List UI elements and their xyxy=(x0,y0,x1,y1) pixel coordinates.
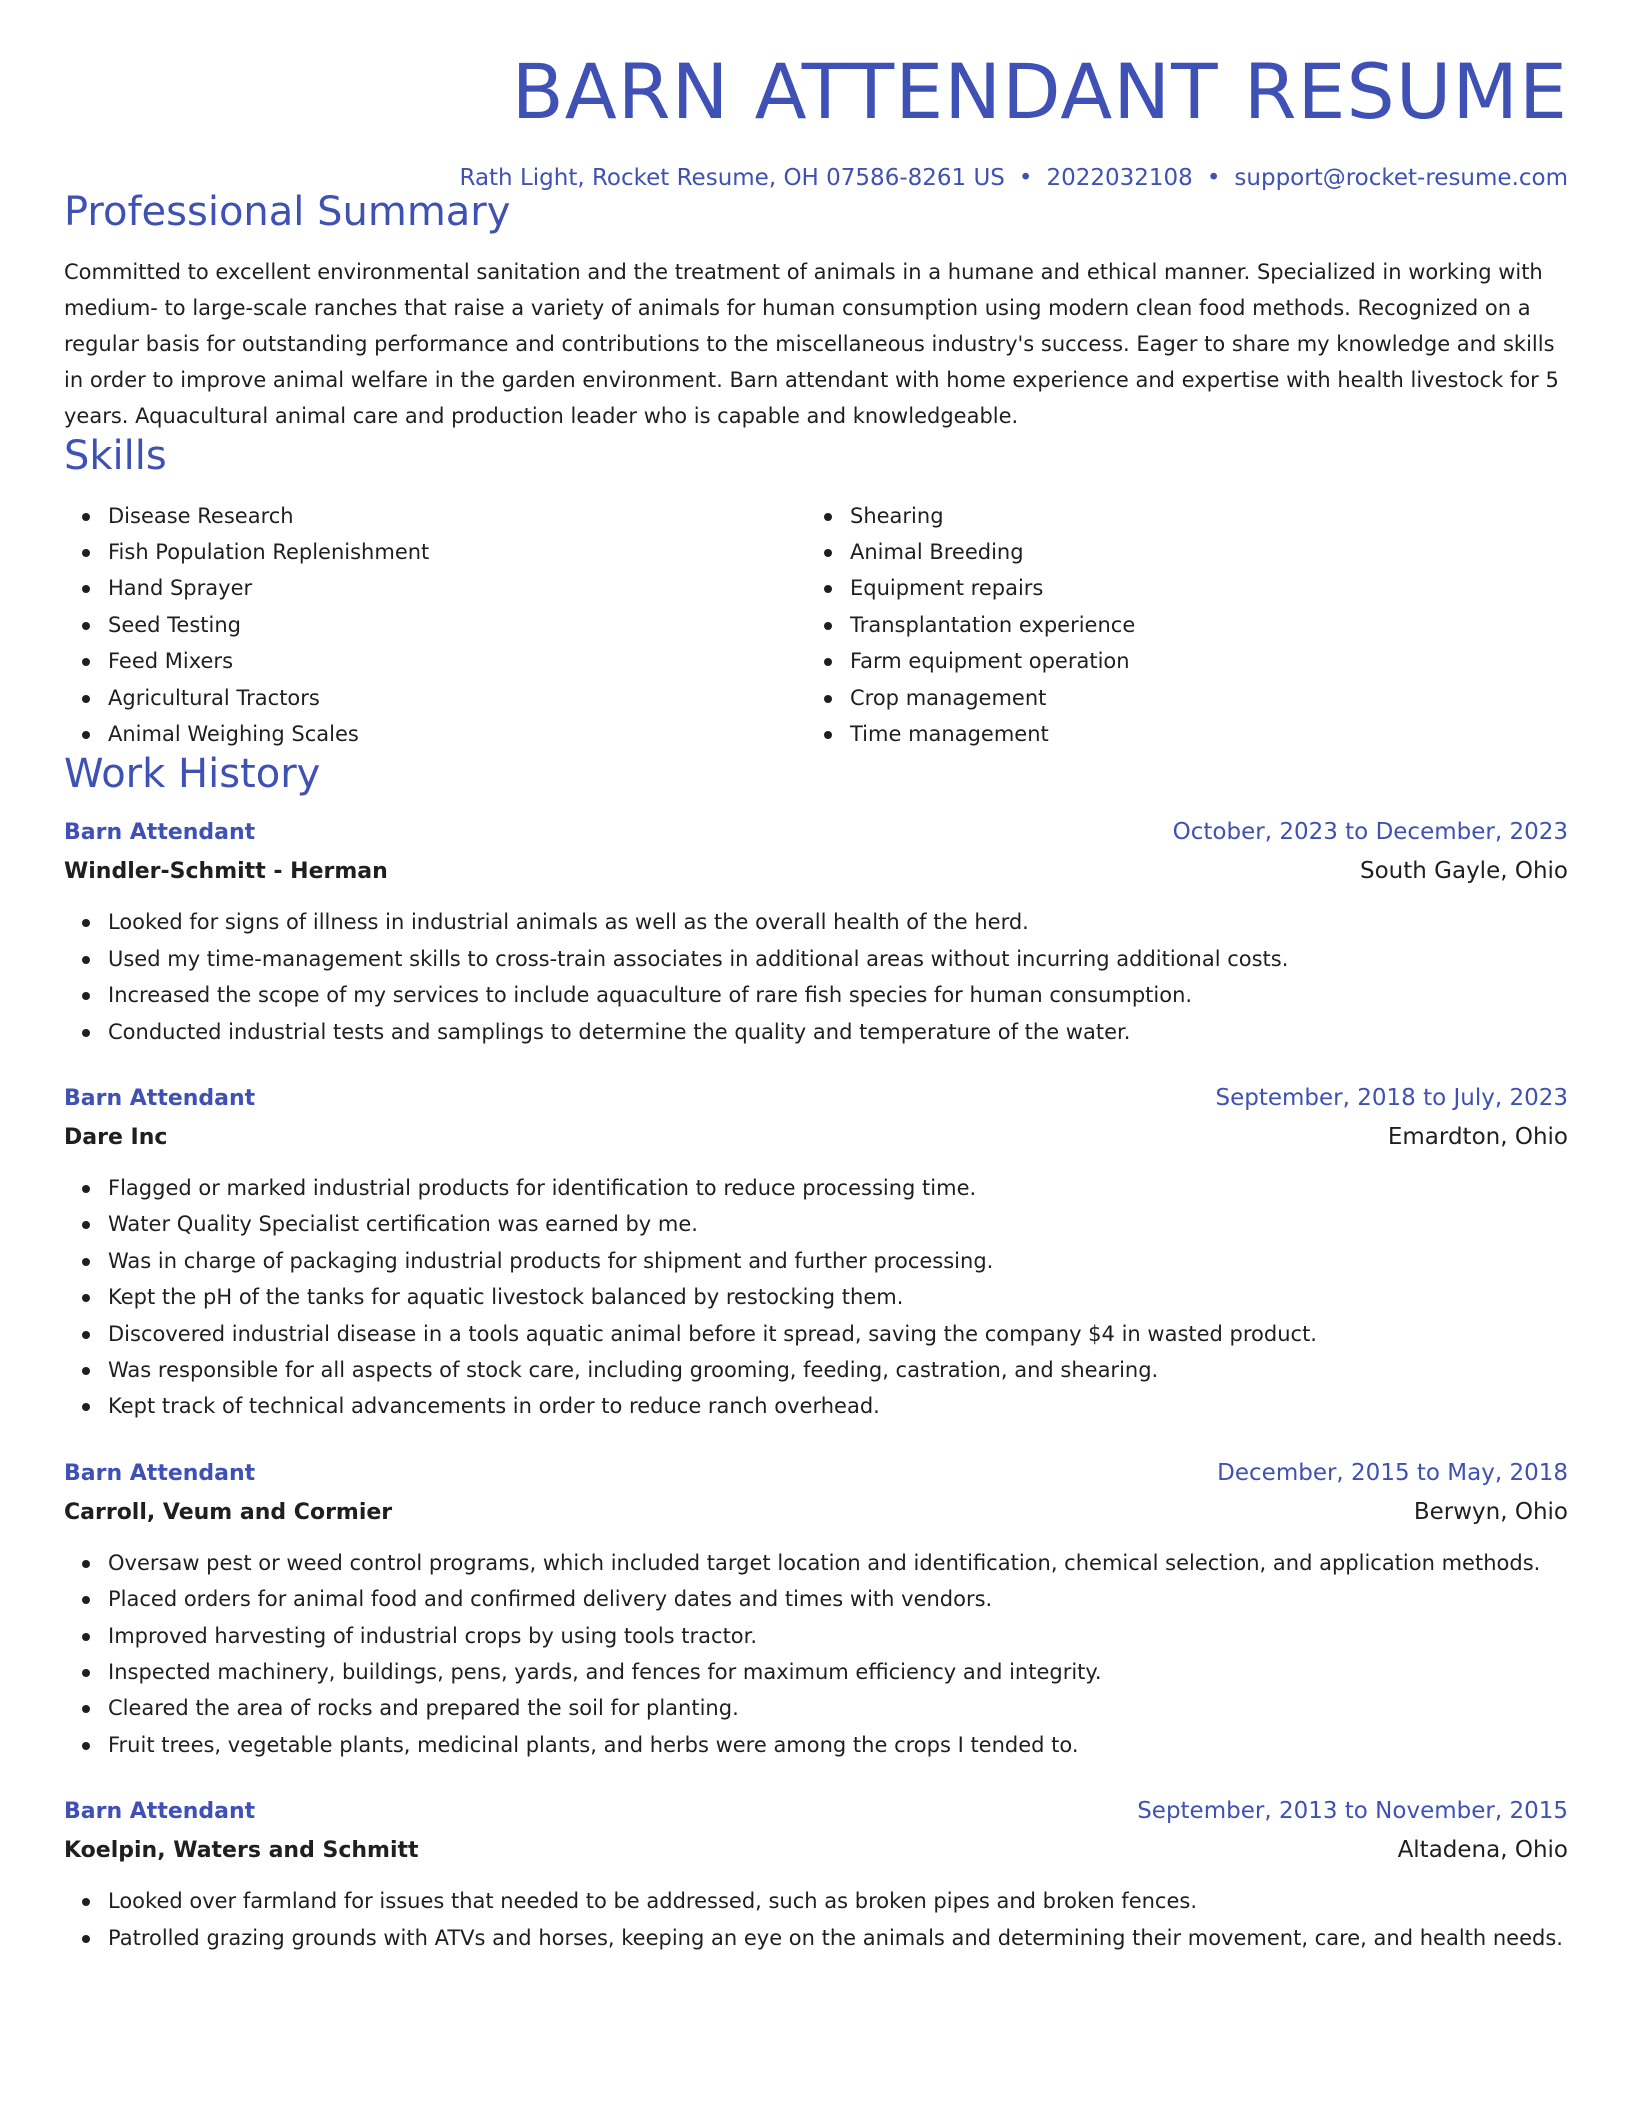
job-dates: September, 2018 to July, 2023 xyxy=(1215,1085,1568,1112)
job-entry xyxy=(64,1455,1568,1763)
job-company: Koelpin, Waters and Schmitt xyxy=(64,1838,419,1864)
job-bullet: Used my time-management skills to cross-train associates in additional areas without incurring additional costs. xyxy=(108,941,1568,977)
summary-text: Committed to excellent environmental sanitation and the treatment of animals in a humane and ethical manner. Specialized in working with medium- to large-scale ranches that raise a variety of animals for human consumption using modern clean food methods. Recognized on a regular basis for outstanding performance and contributions to the miscellaneous industry's success. Eager to share my knowledge and skills in order to improve animal welfare in the garden environment. Barn attendant with home experience and expertise with health livestock for 5 years. Aquacultural animal care and production leader who is capable and knowledgeable. xyxy=(64,259,1559,428)
job-bullets xyxy=(64,1545,1568,1763)
job-bullet: Placed orders for animal food and confirmed delivery dates and times with vendors. xyxy=(108,1581,1568,1617)
job-title: Barn Attendant xyxy=(64,820,256,846)
skill-item: Seed Testing xyxy=(108,607,806,643)
job-bullet: Looked for signs of illness in industrial animals as well as the overall health of the herd. xyxy=(108,904,1568,940)
job-bullet: Was responsible for all aspects of stock care, including grooming, feeding, castration, and shearing. xyxy=(108,1352,1568,1388)
job-dates: October, 2023 to December, 2023 xyxy=(1172,819,1568,846)
job-bullet: Fruit trees, vegetable plants, medicinal plants, and herbs were among the crops I tended to. xyxy=(108,1727,1568,1763)
job-company: Windler-Schmitt - Herman xyxy=(64,859,388,885)
skill-item: Hand Sprayer xyxy=(108,570,806,606)
job-bullet: Water Quality Specialist certification was earned by me. xyxy=(108,1206,1568,1242)
job-location: Altadena, Ohio xyxy=(1397,1837,1568,1864)
professional-summary-section xyxy=(64,190,1568,434)
contact-phone: 2022032108 xyxy=(1046,164,1193,191)
skill-item: Disease Research xyxy=(108,498,806,534)
job-bullet: Increased the scope of my services to include aquaculture of rare fish species for human consumption. xyxy=(108,977,1568,1013)
skill-item: Animal Weighing Scales xyxy=(108,716,806,752)
contact-address: Rath Light, Rocket Resume, OH 07586-8261 US xyxy=(459,164,1005,191)
job-bullet: Looked over farmland for issues that needed to be addressed, such as broken pipes and broken fences. xyxy=(108,1883,1568,1919)
job-title: Barn Attendant xyxy=(64,1460,256,1486)
skills-section xyxy=(64,434,1568,753)
skill-item: Animal Breeding xyxy=(850,534,1548,570)
job-title: Barn Attendant xyxy=(64,1799,256,1825)
summary-heading: Professional Summary xyxy=(64,188,511,235)
skill-item: Time management xyxy=(850,716,1548,752)
contact-separator: • xyxy=(1206,164,1221,191)
job-company: Dare Inc xyxy=(64,1125,168,1151)
job-entry xyxy=(64,814,1568,1050)
work-history-heading: Work History xyxy=(64,751,321,798)
job-bullet: Patrolled grazing grounds with ATVs and horses, keeping an eye on the animals and determining their movement, care, and health needs. xyxy=(108,1920,1568,1956)
skill-item: Agricultural Tractors xyxy=(108,680,806,716)
contact-email[interactable]: support@rocket-resume.com xyxy=(1234,164,1568,191)
job-location: South Gayle, Ohio xyxy=(1360,858,1568,885)
job-company: Carroll, Veum and Cormier xyxy=(64,1499,393,1525)
skill-item: Farm equipment operation xyxy=(850,643,1548,679)
job-bullet: Conducted industrial tests and samplings to determine the quality and temperature of the water. xyxy=(108,1014,1568,1050)
job-bullet: Was in charge of packaging industrial products for shipment and further processing. xyxy=(108,1243,1568,1279)
skills-grid xyxy=(64,498,1568,753)
job-bullets xyxy=(64,1170,1568,1425)
skills-list-left xyxy=(64,498,806,753)
job-bullet: Cleared the area of rocks and prepared the soil for planting. xyxy=(108,1690,1568,1726)
skill-item: Transplantation experience xyxy=(850,607,1548,643)
job-title: Barn Attendant xyxy=(64,1086,256,1112)
job-bullet: Improved harvesting of industrial crops by using tools tractor. xyxy=(108,1618,1568,1654)
job-bullets xyxy=(64,1883,1568,1956)
job-location: Emardton, Ohio xyxy=(1387,1124,1568,1151)
skill-item: Crop management xyxy=(850,680,1548,716)
skill-item: Equipment repairs xyxy=(850,570,1548,606)
job-dates: September, 2013 to November, 2015 xyxy=(1137,1798,1568,1825)
resume-header xyxy=(64,0,1568,190)
job-bullet: Kept track of technical advancements in order to reduce ranch overhead. xyxy=(108,1388,1568,1424)
skills-list-right xyxy=(806,498,1548,753)
skills-heading: Skills xyxy=(64,432,167,479)
job-entry xyxy=(64,1080,1568,1425)
contact-separator: • xyxy=(1018,164,1033,191)
resume-page xyxy=(64,0,1568,1956)
job-bullet: Discovered industrial disease in a tools aquatic animal before it spread, saving the company $4 in wasted product. xyxy=(108,1316,1568,1352)
work-history-section xyxy=(64,752,1568,1956)
job-bullets xyxy=(64,904,1568,1050)
job-entry xyxy=(64,1793,1568,1956)
job-location: Berwyn, Ohio xyxy=(1413,1498,1568,1525)
job-bullet: Flagged or marked industrial products for identification to reduce processing time. xyxy=(108,1170,1568,1206)
skill-item: Feed Mixers xyxy=(108,643,806,679)
skill-item: Fish Population Replenishment xyxy=(108,534,806,570)
job-bullet: Oversaw pest or weed control programs, which included target location and identification, chemical selection, and application methods. xyxy=(108,1545,1568,1581)
job-dates: December, 2015 to May, 2018 xyxy=(1217,1459,1568,1486)
job-bullet: Kept the pH of the tanks for aquatic livestock balanced by restocking them. xyxy=(108,1279,1568,1315)
skill-item: Shearing xyxy=(850,498,1548,534)
contact-line xyxy=(64,164,1568,191)
resume-title: BARN ATTENDANT RESUME xyxy=(511,47,1568,136)
job-bullet: Inspected machinery, buildings, pens, yards, and fences for maximum efficiency and integrity. xyxy=(108,1654,1568,1690)
